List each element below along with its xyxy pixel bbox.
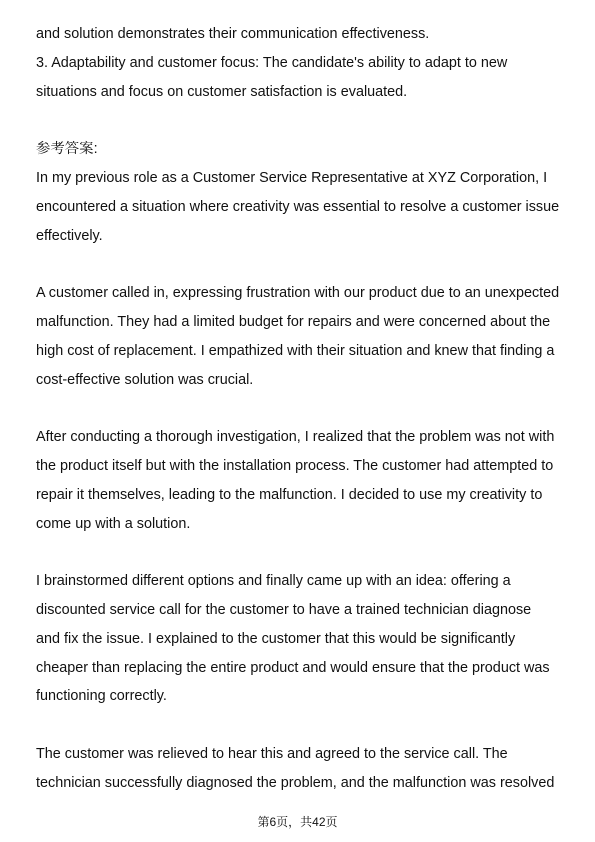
text-line: come up with a solution. bbox=[36, 515, 191, 532]
text-line: functioning correctly. bbox=[36, 688, 167, 705]
text-line: high cost of replacement. I empathized with their situation and knew that finding a bbox=[36, 342, 555, 359]
text-line: 3. Adaptability and customer focus: The candidate's ability to adapt to new bbox=[36, 54, 508, 71]
paragraph-gap bbox=[36, 250, 566, 279]
text-line: cheaper than replacing the entire product and would ensure that the product was bbox=[36, 659, 550, 676]
text-line: After conducting a thorough investigation, I realized that the problem was not with bbox=[36, 429, 555, 446]
text-line: cost-effective solution was crucial. bbox=[36, 371, 254, 388]
paragraph-gap bbox=[36, 538, 566, 567]
text-line: A customer called in, expressing frustration with our product due to an unexpected bbox=[36, 285, 560, 302]
answer-heading: 参考答案: bbox=[36, 141, 98, 158]
text-line: The customer was relieved to hear this and agreed to the service call. The bbox=[36, 745, 508, 762]
paragraph-gap bbox=[36, 711, 566, 740]
paragraph-gap bbox=[36, 394, 566, 423]
page-number: 第6页，共42页 bbox=[257, 815, 338, 829]
text-line: encountered a situation where creativity was essential to resolve a customer issue bbox=[36, 198, 560, 215]
text-line: the product itself but with the installation process. The customer had attempted to bbox=[36, 457, 554, 474]
text-line: repair it themselves, leading to the malfunction. I decided to use my creativity to bbox=[36, 486, 543, 503]
text-line: discounted service call for the customer to have a trained technician diagnose bbox=[36, 601, 532, 618]
text-line: I brainstormed different options and finally came up with an idea: offering a bbox=[36, 573, 511, 590]
text-line: malfunction. They had a limited budget for repairs and were concerned about the bbox=[36, 313, 551, 330]
text-line: situations and focus on customer satisfaction is evaluated. bbox=[36, 83, 408, 100]
text-line: In my previous role as a Customer Service Representative at XYZ Corporation, I bbox=[36, 169, 548, 186]
paragraph-gap bbox=[36, 106, 566, 135]
document-body bbox=[36, 20, 566, 798]
text-line: and fix the issue. I explained to the customer that this would be significantly bbox=[36, 630, 516, 647]
text-line: effectively. bbox=[36, 227, 103, 244]
text-line: technician successfully diagnosed the problem, and the malfunction was resolved bbox=[36, 774, 555, 791]
text-line: and solution demonstrates their communication effectiveness. bbox=[36, 26, 430, 42]
